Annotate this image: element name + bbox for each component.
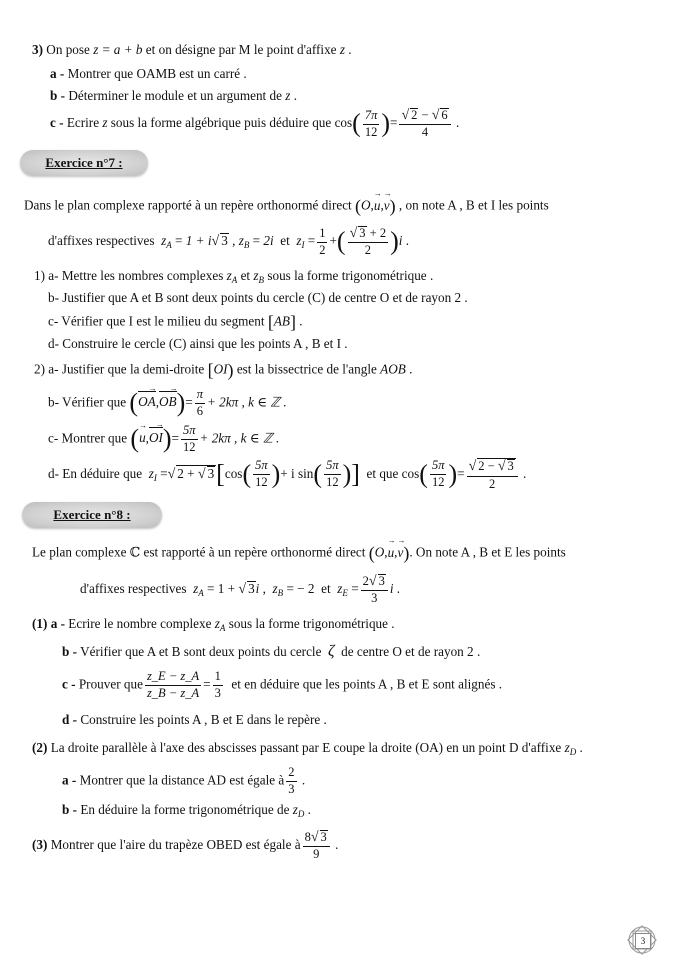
ex8-q2-text: La droite parallèle à l'axe des abscisses passant par E coupe la droite (OA) en un point D d'affixe xyxy=(50,740,562,755)
ex7-zb-val: 2i xyxy=(263,233,274,249)
ex8-q3-frac: $\frac{8√ 3}{9}$ xyxy=(303,830,330,862)
ex8-q2b-sub: D xyxy=(297,809,305,819)
ex8-q2b-end: . xyxy=(307,802,311,817)
ex7-q2d-rhs-a: 2 − xyxy=(478,459,498,473)
ex7-repere-v: → v xyxy=(384,198,390,214)
ex8-ze-num-a: 2 xyxy=(362,574,369,588)
ex7-q2b-v1: OA → xyxy=(138,394,156,410)
ex8-q1c-frac xyxy=(145,670,201,701)
ex7-q1a-zb: z xyxy=(253,268,259,283)
ex7-za-z: z xyxy=(161,233,167,249)
ex8-q1b-label: b - xyxy=(62,644,78,659)
ex6-a-text: Montrer que OAMB est un carré . xyxy=(67,66,247,81)
ex8-q2a-label: a - xyxy=(62,772,77,788)
ex8-q3-label: (3) xyxy=(32,837,48,853)
ex7-za-val: 1 + i xyxy=(185,233,212,249)
ex7-q2d-frac1 xyxy=(253,459,270,490)
ex7-q1c-end: . xyxy=(299,313,303,329)
ex6-c-label: c - xyxy=(50,115,64,131)
page-number-badge xyxy=(626,924,658,956)
ex7-repere-u: → u xyxy=(374,198,381,214)
ex7-zi-frac2-plus: + 2 xyxy=(369,226,387,240)
ex7-zb-z: z xyxy=(238,233,244,249)
ex7-badge-label: Exercice n°7 : xyxy=(45,155,123,170)
ex7-zi-frac2: $\frac{√ 3 + 2}{2}$ xyxy=(349,226,387,258)
ex7-za-sub: A xyxy=(166,240,172,251)
ex7-q1a-mid: et xyxy=(240,268,251,283)
ex8-badge xyxy=(22,502,162,528)
ex7-q2d-r2: 3 xyxy=(207,465,215,481)
paren-close: ) xyxy=(381,108,391,138)
paren-open: ( xyxy=(419,459,428,489)
ex7-zi-sub: I xyxy=(301,240,305,251)
ex7-q2a xyxy=(34,360,412,381)
ex8-ze-sub: E xyxy=(342,588,348,599)
ex8-q3-num-b: 3 xyxy=(320,830,327,844)
ex8-q1c-den: z_B − z_A xyxy=(146,685,200,700)
ex8-q1b-circle: ζ xyxy=(328,643,335,660)
ex8-q2-z: z xyxy=(564,740,570,755)
ex7-q2d-rhs: $\frac{√ 2 - √ 3}{2}$ xyxy=(467,458,518,491)
ex6-q3-var: z xyxy=(339,42,345,57)
ex6-c-rhs-rad-b: 6 xyxy=(441,108,448,122)
ex7-affixes-pre: d'affixes respectives xyxy=(48,233,155,249)
ex8-ze-den: 3 xyxy=(371,591,378,606)
ex6-c-cos: cos xyxy=(334,115,353,131)
ex7-et: et xyxy=(280,233,290,249)
ex7-q2d-cos: cos xyxy=(224,465,243,481)
ex7-q1a-zb-sub: B xyxy=(258,275,265,285)
bracket-close: ] xyxy=(351,459,360,489)
ex8-zb-z: z xyxy=(272,581,278,597)
ex7-q2a-ray: OI xyxy=(213,361,228,377)
ex7-q1a-pre: Mettre les nombres complexes xyxy=(61,268,224,283)
ex6-q3-mid: et on désigne par M le point d'affixe xyxy=(145,42,337,57)
ex8-za-val: 1 + xyxy=(217,581,239,597)
paren-close: ) xyxy=(342,459,352,489)
ex7-q2d-frac1-den: 12 xyxy=(255,475,268,490)
ex7-q2d-rhs-den: 2 xyxy=(489,476,496,491)
ex7-zi-frac1-den: 2 xyxy=(319,242,326,257)
ex7-q2d-r1: 2 + xyxy=(177,465,198,481)
ex8-q1b xyxy=(62,643,480,661)
ex7-q1b: b- Justifier que A et B sont deux points du cercle (C) de centre O et de rayon 2 . xyxy=(48,290,468,305)
ex8-q1a-pre: Ecrire le nombre complexe xyxy=(68,616,212,631)
ex8-et: et xyxy=(321,581,331,597)
ex7-q2b-rest: + 2kπ , k ∈ ℤ . xyxy=(206,394,287,410)
ex7-q2d-cos2: cos xyxy=(401,465,420,481)
paren-open: ( xyxy=(242,459,252,489)
ex8-q3 xyxy=(32,830,338,862)
ex8-q1b-end: de centre O et de rayon 2 . xyxy=(341,644,481,659)
ex7-q2d-rhs-b: 3 xyxy=(507,459,514,473)
ex8-q3-text: Montrer que l'aire du trapèze OBED est égale à xyxy=(50,837,301,853)
paren-close: ) xyxy=(162,423,172,453)
ex6-c-end: . xyxy=(455,115,460,131)
ex8-q1a-label: (1) xyxy=(32,616,48,631)
ex6-q3-eq: z = a + b xyxy=(93,42,143,57)
ex8-q1c-pre: Prouver que xyxy=(78,676,143,692)
ex8-ze-num-b: 3 xyxy=(378,574,385,588)
bracket-close: ] xyxy=(289,312,296,332)
ex7-q2a-ang: AOB xyxy=(380,361,406,377)
ex6-b-line xyxy=(50,88,297,104)
paren-open: ( xyxy=(336,226,346,256)
page-number: 3 xyxy=(635,933,651,949)
ex8-q1a xyxy=(32,616,395,633)
ex7-q2d-pre: d- En déduire que xyxy=(48,465,143,481)
ex8-za-z: z xyxy=(193,581,199,597)
ex8-q2a-frac xyxy=(286,766,296,797)
ex8-q1a-end: sous la forme trigonométrique . xyxy=(228,616,395,631)
ex8-q1c-frac2 xyxy=(213,670,223,701)
paren-open: ( xyxy=(313,459,323,489)
ex8-zb-val: − 2 xyxy=(297,581,315,597)
ex8-repere-u: → u xyxy=(388,545,395,561)
ex8-ze-i: i xyxy=(389,581,394,597)
paren-open: ( xyxy=(130,423,140,453)
ex8-za-rad: 3 xyxy=(248,581,255,597)
ex8-q3-num-a: 8 xyxy=(304,830,311,844)
ex7-q2b-pre: b- Vérifier que xyxy=(48,394,127,410)
ex7-q2a-pre: Justifier que la demi-droite xyxy=(61,361,205,377)
ex7-q2d-frac2 xyxy=(324,459,341,490)
ex8-q1c-label: c - xyxy=(62,676,76,692)
ex8-za-sub: A xyxy=(198,588,204,599)
ex8-q2a-end: . xyxy=(301,772,306,788)
ex8-q1d-text: Construire les points A , B et E dans le repère . xyxy=(80,712,327,727)
ex7-q1c-seg: AB xyxy=(273,313,290,329)
ex7-intro-a: Dans le plan complexe rapporté à un repère orthonormé direct xyxy=(24,197,352,213)
ex8-q1d xyxy=(62,712,327,728)
paren-close: ) xyxy=(271,459,281,489)
ex8-q2a-text: Montrer que la distance AD est égale à xyxy=(79,772,285,788)
ex6-c-rhs-rad-a: 2 xyxy=(411,108,418,122)
ex8-q1a-sub: A xyxy=(219,623,226,633)
ex8-q2b-text: En déduire la forme trigonométrique de xyxy=(80,802,290,817)
ex7-q1a-end: sous la forme trigonométrique . xyxy=(267,268,434,283)
ex8-q1c: c - Prouver que $\frac{z\_E - z\_A}{z\_B - z\_A}$ = $\frac{1}{3}$ et en déduire que les points A , B et E sont alignés . xyxy=(62,669,503,700)
ex8-intro-b: . On note A , B et E les points xyxy=(409,544,566,560)
paren-close: ) xyxy=(448,459,458,489)
ex6-c-frac-num: 7π xyxy=(363,109,380,125)
ex7-q2b-num: π xyxy=(195,388,205,404)
ex8-repere-v: → v xyxy=(397,545,403,561)
ex6-q3-pre: On pose xyxy=(46,42,90,57)
paren-close: ) xyxy=(403,543,410,563)
ex7-zi-frac2-den: 2 xyxy=(364,243,371,258)
ex7-q2a-mid: est la bissectrice de l'angle xyxy=(236,361,377,377)
ex8-q1d-label: d - xyxy=(62,712,78,727)
ex8-q2b-label: b - xyxy=(62,802,78,817)
ex8-ze-z: z xyxy=(337,581,343,597)
ex7-q2c-v2: OI → xyxy=(149,430,163,446)
ex6-c-mid: sous la forme algébrique puis déduire que xyxy=(110,115,332,131)
ex7-q2d-frac2-den: 12 xyxy=(326,475,339,490)
ex8-q3-den: 9 xyxy=(313,847,320,862)
ex7-q2a-label: 2) a- xyxy=(34,361,59,377)
ex6-c-rhs-den: 4 xyxy=(421,125,429,140)
ex7-q2d-frac3 xyxy=(430,459,447,490)
ex8-affixes-pre: d'affixes respectives xyxy=(80,581,187,597)
ex8-q1c-fnum: 1 xyxy=(213,670,223,686)
ex7-q2d-frac3-den: 12 xyxy=(431,475,445,490)
ex7-badge xyxy=(20,150,148,176)
ex8-q1c-num: z_E − z_A xyxy=(145,670,201,686)
ex6-c-frac-den: 12 xyxy=(364,124,378,139)
ex8-affixes: d'affixes respectives $z_A = 1$ + √ 3i , $z_B$ = − 2 et $z_E$ = $\frac{2√ 3}{3}$ i . xyxy=(80,574,401,606)
paren-open: ( xyxy=(352,108,361,138)
ex8-q2a-den: 3 xyxy=(288,781,295,796)
ex6-c-line: c - Ecrire z sous la forme algébrique puis déduire que cos( $\frac{7\pi}{12}$ )= $\frac{√ 2 - √ 6}{4}$ . xyxy=(50,107,460,140)
ex7-q2c-rest: + 2kπ , k ∈ ℤ . xyxy=(199,430,280,446)
paren-close: ) xyxy=(176,387,186,417)
ex7-q1d: d- Construire le cercle (C) ainsi que les points A , B et I . xyxy=(48,336,348,351)
ex7-q2d-frac2-num: 5π xyxy=(324,459,341,475)
ex7-q2d-frac1-num: 5π xyxy=(253,459,270,475)
ex7-q2b-frac xyxy=(195,388,205,419)
ex7-q2c: c- Montrer que (→ u,OI →)= $\frac{5\pi}{12}$ + 2kπ , k ∈ ℤ . xyxy=(48,424,279,455)
ex8-q2b xyxy=(62,802,311,819)
ex7-q1c xyxy=(48,312,303,333)
ex7-q2c-den: 12 xyxy=(182,439,196,454)
ex8-q1c-fden: 3 xyxy=(214,685,221,700)
ex8-zb-sub: B xyxy=(277,588,284,599)
ex8-q1a-sublabel: a - xyxy=(50,616,65,631)
ex8-q1a-z: z xyxy=(214,616,220,631)
ex7-q2b: b- Vérifier que (OA →,OB →)= $\frac{\pi}{6}$ + 2kπ , k ∈ ℤ . xyxy=(48,388,287,419)
ex8-q3-end: . xyxy=(335,837,339,853)
ex7-q1c-text: c- Vérifier que I est le milieu du segment xyxy=(48,313,265,329)
ex7-q2d-end: . xyxy=(523,465,527,481)
ex7-intro: Dans le plan complexe rapporté à un repère orthonormé direct (O,→ u,→ v) , on note A , B et I les points xyxy=(24,196,549,217)
paren-open: ( xyxy=(129,387,139,417)
ex8-intro: Le plan complexe ℂ est rapporté à un repère orthonormé direct (O,→ u,→ v). On note A , B et E les points xyxy=(32,543,566,564)
ex7-q2c-v1: → u xyxy=(139,430,146,446)
ex7-q2c-frac xyxy=(181,424,198,455)
ex6-b-var: z xyxy=(285,88,291,103)
ex7-affixes: d'affixes respectives $z_A = 1 + i√$ 3 , $z_B = 2i$ et $z_I$ = $\frac{1}{2}$ +( $\frac{√ 3 + 2}{2}$ )i . xyxy=(48,225,410,258)
ex7-za-rad: 3 xyxy=(221,233,228,249)
ex6-q3-end: . xyxy=(348,42,352,57)
ex7-q1a-za: z xyxy=(226,268,232,283)
ex7-q1a-label: 1) a- xyxy=(34,268,59,283)
ex7-zi-i: i xyxy=(398,233,403,249)
ex8-q2a-num: 2 xyxy=(286,766,296,782)
ex7-q1a-za-sub: A xyxy=(231,275,238,285)
ex7-zi-frac1-num: 1 xyxy=(317,227,327,243)
ex6-c-frac xyxy=(363,109,380,140)
ex8-q2-sub: D xyxy=(569,747,577,757)
ex8-za-i: i xyxy=(255,581,260,597)
ex7-q2c-pre: c- Montrer que xyxy=(48,430,128,446)
ex7-intro-b: , on note A , B et I les points xyxy=(398,197,549,213)
ex8-q1c-end: et en déduire que les points A , B et E sont alignés . xyxy=(231,676,503,692)
ex6-c-var: z xyxy=(102,115,108,131)
ex7-q1a xyxy=(34,268,433,285)
ex7-q2d-sub: I xyxy=(153,472,157,483)
ex8-badge-label: Exercice n°8 : xyxy=(53,507,131,522)
ex6-q3-line xyxy=(32,42,352,58)
ex6-a-label: a - xyxy=(50,66,65,81)
ex8-q2b-z: z xyxy=(292,802,298,817)
paren-open: ( xyxy=(355,196,362,216)
ex6-b-pre: Déterminer le module et un argument de xyxy=(68,88,282,103)
paren-open: ( xyxy=(368,543,375,563)
paren-close: ) xyxy=(389,196,396,216)
ex6-a-line xyxy=(50,66,247,82)
ex7-q2b-v2: OB → xyxy=(159,394,177,410)
ex7-repere-o: O xyxy=(361,197,371,213)
bracket-open: [ xyxy=(207,360,214,380)
ex6-c-pre: Ecrire xyxy=(66,115,100,131)
ex7-zi-frac2-rad: 3 xyxy=(359,226,366,240)
ex7-q2b-den: 6 xyxy=(196,403,203,418)
ex8-q2 xyxy=(32,740,583,757)
ex7-q2c-num: 5π xyxy=(181,424,198,440)
ex8-repere-o: O xyxy=(374,544,385,560)
ex7-q2d-mid: et que xyxy=(366,465,399,481)
ex8-q2-label: (2) xyxy=(32,740,48,755)
ex8-q2a xyxy=(62,766,305,797)
ex7-q2d: d- En déduire que $z_I$ =√ 2 + √ 3[cos( $\frac{5\pi}{12}$ )+ i sin( $\frac{5\pi}{12}$ )] et que cos( $\frac{5\pi}{12}$ )= $\frac{√ 2 - √ 3}{2}$ . xyxy=(48,458,527,491)
ex6-b-end: . xyxy=(293,88,297,103)
ex6-c-rhs: $\frac{√ 2 - √ 6}{4}$ xyxy=(399,108,450,140)
ex8-ze-frac: $\frac{2√ 3}{3}$ xyxy=(361,574,388,606)
bracket-open: [ xyxy=(267,312,274,332)
paren-close: ) xyxy=(227,360,234,380)
ex7-zb-sub: B xyxy=(243,240,250,251)
ex6-b-label: b - xyxy=(50,88,66,103)
bracket-open: [ xyxy=(216,459,225,489)
ex6-q3-label: 3) xyxy=(32,42,43,57)
paren-close: ) xyxy=(390,226,399,256)
ex8-q1b-pre: Vérifier que A et B sont deux points du cercle xyxy=(80,644,322,659)
ex7-zi-frac1 xyxy=(317,227,327,258)
ex7-q2d-frac3-num: 5π xyxy=(430,459,447,475)
ex7-q2d-isin: + i sin xyxy=(280,465,314,481)
ex8-q2-end: . xyxy=(579,740,583,755)
ex7-zi-z: z xyxy=(296,233,302,249)
ex8-intro-a: Le plan complexe ℂ est rapporté à un repère orthonormé direct xyxy=(32,544,366,560)
ex7-q2d-z: z xyxy=(148,465,154,481)
ex7-q2a-end: . xyxy=(409,361,413,377)
